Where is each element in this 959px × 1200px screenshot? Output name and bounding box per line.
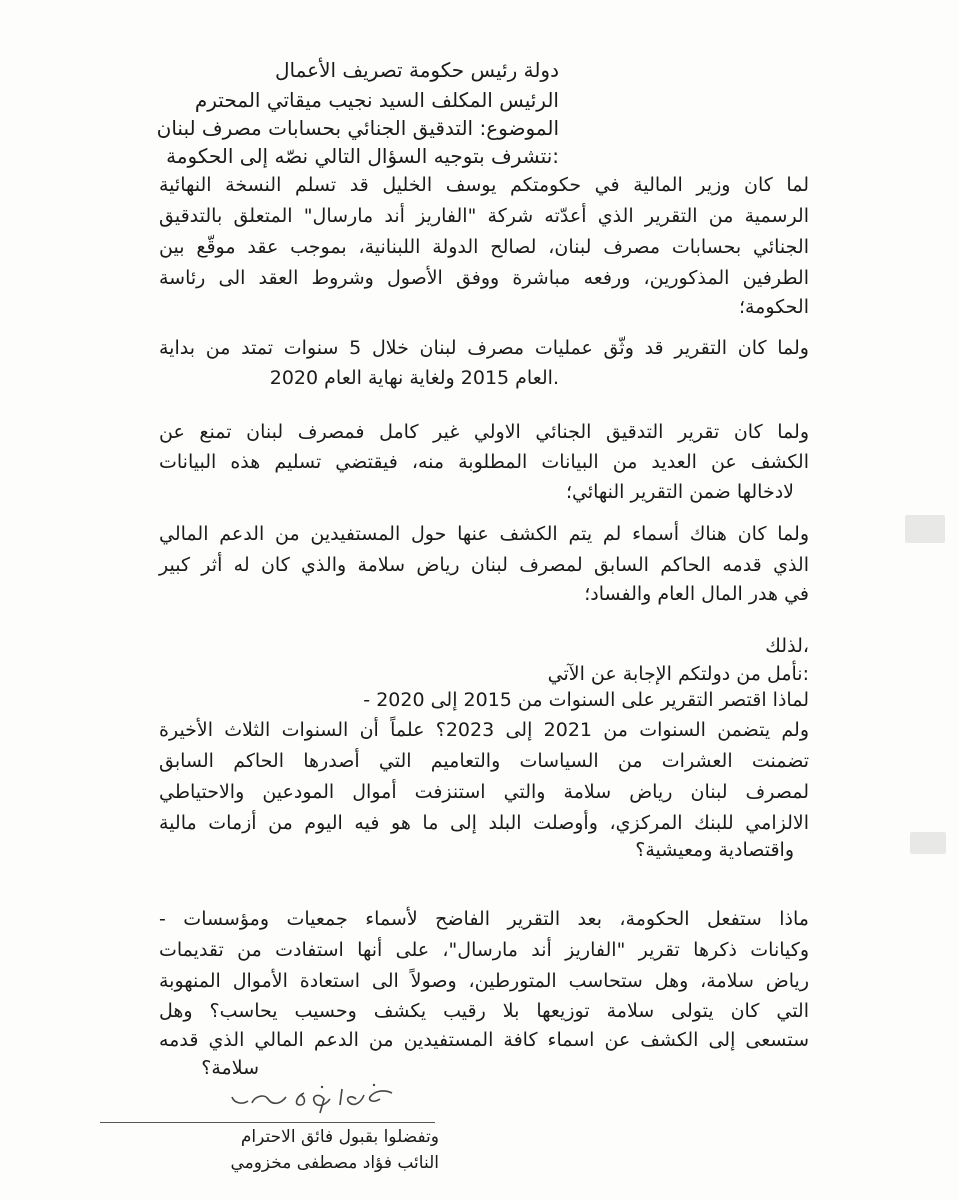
question2-line: وكيانات ذكرها تقرير "الفاريز أند مارسال"، على أنها استفادت من تقديمات <box>159 939 809 961</box>
addressee-name: الرئيس المكلف السيد نجيب ميقاتي المحترم <box>194 88 559 112</box>
para2-line: .العام 2015 ولغاية نهاية العام 2020 <box>269 367 559 389</box>
question1-line: لماذا اقتصر التقرير على السنوات من 2015 إلى 2020 - <box>363 689 809 711</box>
request-line: :نأمل من دولتكم الإجابة عن الآتي <box>547 663 809 685</box>
question2-line: التي كان يتولى سلامة توزيعها بلا رقيب يكشف وحسيب يحاسب؟ وهل <box>159 1000 809 1022</box>
question1-line: تضمنت العشرات من السياسات والتعاميم التي أصدرها الحاكم السابق <box>159 750 809 772</box>
signatory-name: النائب فؤاد مصطفى مخزومي <box>230 1153 439 1173</box>
para1-line: الرسمية من التقرير الذي أعدّته شركة "الفاريز أند مارسال" المتعلق بالتدقيق <box>159 205 809 227</box>
addressee-title: دولة رئيس حكومة تصريف الأعمال <box>274 58 559 82</box>
question1-line: لمصرف لبنان رياض سلامة والتي استنزفت أموال المودعين والاحتياطي <box>159 781 809 803</box>
para4-line: في هدر المال العام والفساد؛ <box>584 583 809 605</box>
question2-line: ستسعى إلى الكشف عن اسماء كافة المستفيدين من الدعم المالي الذي قدمه <box>159 1029 809 1051</box>
para3-line: لادخالها ضمن التقرير النهائي؛ <box>565 481 794 503</box>
para3-line: الكشف عن العديد من البيانات المطلوبة منه، فيقتضي تسليم هذه البيانات <box>159 451 809 473</box>
scan-mark <box>910 832 946 854</box>
para2-line: ولما كان التقرير قد وثّق عمليات مصرف لبنان خلال 5 سنوات تمتد من بداية <box>159 337 809 359</box>
para1-line: الطرفين المذكورين، ورفعه مباشرة ووفق الأصول وشروط العقد الى رئاسة <box>159 267 809 289</box>
para1-line: الحكومة؛ <box>738 296 809 318</box>
question1-line: واقتصادية ومعيشية؟ <box>635 839 794 861</box>
signature-underline <box>100 1122 435 1123</box>
question2-line: رياض سلامة، وهل ستحاسب المتورطين، وصولاً الى استعادة الأموال المنهوبة <box>159 970 809 992</box>
para3-line: ولما كان تقرير التدقيق الجنائي الاولي غير كامل فمصرف لبنان تمنع عن <box>159 421 809 443</box>
intro-line: :نتشرف بتوجيه السؤال التالي نصّه إلى الحكومة <box>166 144 559 168</box>
question2-line: سلامة؟ <box>201 1057 259 1079</box>
question2-line: ماذا ستفعل الحكومة، بعد التقرير الفاضح لأسماء جمعيات ومؤسسات - <box>159 908 809 930</box>
question1-line: الالزامي للبنك المركزي، وأوصلت البلد إلى ما هو فيه اليوم من أزمات مالية <box>159 812 809 834</box>
subject-line: الموضوع: التدقيق الجنائي بحسابات مصرف لبنان <box>156 116 559 140</box>
scan-mark <box>905 515 945 543</box>
therefore-line: ،لذلك <box>765 635 809 657</box>
para1-line: الجنائي بحسابات مصرف لبنان، لصالح الدولة اللبنانية، بموجب عقد موقّع بين <box>159 236 809 258</box>
para1-line: لما كان وزير المالية في حكومتكم يوسف الخليل قد تسلم النسخة النهائية <box>159 174 809 196</box>
closing-phrase: وتفضلوا بقبول فائق الاحترام <box>240 1127 439 1147</box>
para4-line: ولما كان هناك أسماء لم يتم الكشف عنها حول المستفيدين من الدعم المالي <box>159 523 809 545</box>
para4-line: الذي قدمه الحاكم السابق لمصرف لبنان رياض سلامة والذي كان له أثر كبير <box>159 554 809 576</box>
question1-line: ولم يتضمن السنوات من 2021 إلى 2023؟ علماً أن السنوات الثلاث الأخيرة <box>159 719 810 741</box>
